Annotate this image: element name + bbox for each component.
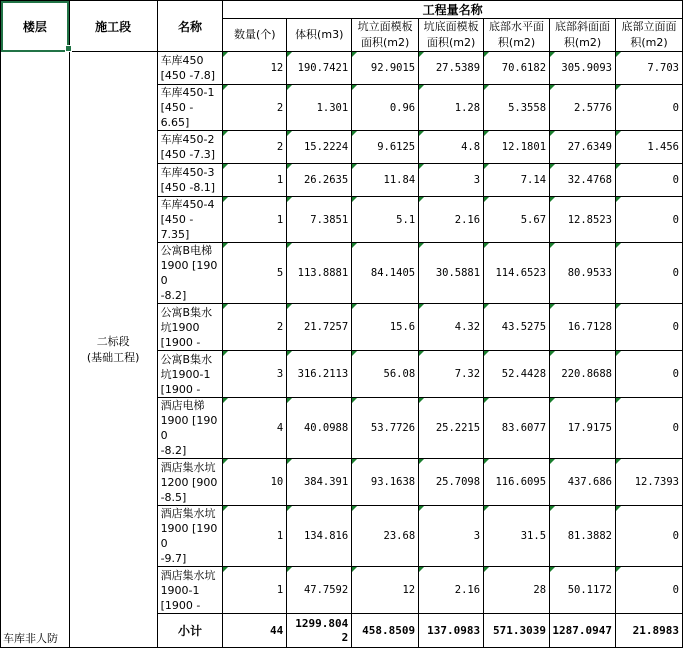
value-text: 1 bbox=[276, 584, 284, 596]
number-as-text-indicator-icon bbox=[223, 164, 228, 169]
value-text: 316.2113 bbox=[297, 368, 349, 380]
number-as-text-indicator-icon bbox=[616, 85, 621, 90]
value-text: 220.8688 bbox=[561, 368, 612, 380]
number-as-text-indicator-icon bbox=[616, 131, 621, 136]
value-text: 0 bbox=[672, 422, 679, 434]
number-as-text-indicator-icon bbox=[484, 164, 489, 169]
value-text: 4.8 bbox=[461, 141, 481, 153]
value-text: 4.32 bbox=[454, 321, 481, 333]
value-cell[interactable] bbox=[419, 506, 484, 567]
value-cell[interactable] bbox=[484, 567, 550, 614]
name-header[interactable]: 名称 bbox=[157, 1, 223, 52]
value-text: 0 bbox=[672, 213, 679, 226]
value-text: 113.8881 bbox=[297, 267, 349, 279]
number-as-text-indicator-icon bbox=[550, 506, 555, 511]
number-as-text-indicator-icon bbox=[484, 85, 489, 90]
value-cell[interactable] bbox=[287, 52, 352, 85]
number-as-text-indicator-icon bbox=[287, 131, 292, 136]
item-name-cell[interactable]: 车库450-4 [450 - 7.35] bbox=[157, 197, 223, 243]
value-text: 0 bbox=[672, 174, 679, 186]
value-cell[interactable] bbox=[484, 398, 550, 459]
number-as-text-indicator-icon bbox=[550, 567, 555, 572]
number-as-text-indicator-icon bbox=[287, 459, 292, 464]
value-text: 31.5 bbox=[520, 530, 547, 542]
value-cell[interactable] bbox=[352, 164, 419, 197]
number-as-text-indicator-icon bbox=[287, 164, 292, 169]
subtotal-label[interactable]: 小计 bbox=[157, 614, 223, 648]
value-text: 32.4768 bbox=[567, 174, 612, 186]
value-cell[interactable] bbox=[484, 304, 550, 351]
value-text: 9.6125 bbox=[377, 141, 416, 153]
value-text: 80.9533 bbox=[567, 267, 612, 279]
number-as-text-indicator-icon bbox=[419, 459, 424, 464]
value-text: 0 bbox=[672, 101, 679, 114]
value-text: 30.5881 bbox=[435, 267, 481, 279]
column-header[interactable]: 底部水平面积(m2) bbox=[484, 19, 550, 52]
fill-handle[interactable] bbox=[65, 45, 72, 52]
value-cell[interactable] bbox=[287, 351, 352, 398]
number-as-text-indicator-icon bbox=[352, 351, 357, 356]
value-text: 1.28 bbox=[454, 101, 481, 114]
value-text: 40.0988 bbox=[303, 422, 349, 434]
value-text: 70.6182 bbox=[501, 62, 547, 74]
value-cell[interactable] bbox=[550, 459, 616, 506]
segment-cell[interactable]: 二标段 (基础工程) bbox=[69, 52, 157, 648]
number-as-text-indicator-icon bbox=[616, 398, 621, 403]
value-text: 1 bbox=[276, 174, 284, 186]
value-cell[interactable] bbox=[352, 243, 419, 304]
value-cell[interactable] bbox=[352, 304, 419, 351]
number-as-text-indicator-icon bbox=[352, 506, 357, 511]
value-text: 7.14 bbox=[520, 174, 547, 186]
value-text: 47.7592 bbox=[303, 584, 349, 596]
number-as-text-indicator-icon bbox=[352, 85, 357, 90]
value-text: 27.6349 bbox=[567, 141, 612, 153]
number-as-text-indicator-icon bbox=[352, 398, 357, 403]
value-cell[interactable] bbox=[419, 85, 484, 131]
number-as-text-indicator-icon bbox=[484, 131, 489, 136]
value-cell[interactable] bbox=[287, 567, 352, 614]
value-text: 81.3882 bbox=[567, 530, 612, 542]
number-as-text-indicator-icon bbox=[352, 131, 357, 136]
subtotal-value-cell[interactable]: 458.8509 bbox=[352, 614, 419, 648]
subtotal-value-cell[interactable]: 137.0983 bbox=[419, 614, 484, 648]
value-text: 27.5389 bbox=[435, 62, 481, 74]
value-text: 7.703 bbox=[647, 62, 679, 74]
number-as-text-indicator-icon bbox=[550, 398, 555, 403]
number-as-text-indicator-icon bbox=[550, 243, 555, 248]
value-cell[interactable] bbox=[550, 567, 616, 614]
number-as-text-indicator-icon bbox=[352, 304, 357, 309]
value-text: 5.67 bbox=[520, 213, 547, 226]
value-cell[interactable] bbox=[615, 164, 682, 197]
number-as-text-indicator-icon bbox=[223, 567, 228, 572]
number-as-text-indicator-icon bbox=[550, 164, 555, 169]
number-as-text-indicator-icon bbox=[287, 52, 292, 57]
value-text: 384.391 bbox=[303, 476, 349, 488]
value-cell[interactable] bbox=[550, 243, 616, 304]
value-text: 2 bbox=[276, 321, 284, 333]
value-text: 0 bbox=[672, 321, 679, 333]
number-as-text-indicator-icon bbox=[419, 85, 424, 90]
value-text: 12.8523 bbox=[567, 213, 612, 226]
value-cell[interactable] bbox=[287, 85, 352, 131]
item-name-cell[interactable]: 酒店电梯 1900 [1900 -8.2] bbox=[157, 398, 223, 459]
value-cell[interactable] bbox=[550, 85, 616, 131]
item-name-cell[interactable]: 酒店集水坑 1200 [900 -8.5] bbox=[157, 459, 223, 506]
value-text: 11.84 bbox=[383, 174, 416, 186]
number-as-text-indicator-icon bbox=[287, 85, 292, 90]
subtotal-value-cell[interactable]: 1287.0947 bbox=[550, 614, 616, 648]
value-text: 0 bbox=[672, 368, 679, 380]
number-as-text-indicator-icon bbox=[223, 197, 228, 202]
value-cell[interactable] bbox=[615, 243, 682, 304]
value-text: 1.456 bbox=[647, 141, 679, 153]
value-cell[interactable] bbox=[223, 459, 287, 506]
value-text: 25.7098 bbox=[435, 476, 481, 488]
number-as-text-indicator-icon bbox=[550, 131, 555, 136]
value-cell[interactable] bbox=[615, 398, 682, 459]
value-cell[interactable] bbox=[352, 506, 419, 567]
subtotal-value-cell[interactable]: 1299.8042 bbox=[287, 614, 352, 648]
floor-header[interactable]: 楼层 bbox=[1, 1, 70, 52]
number-as-text-indicator-icon bbox=[223, 506, 228, 511]
value-text: 28 bbox=[533, 584, 547, 596]
value-cell[interactable] bbox=[287, 398, 352, 459]
table-row bbox=[1, 52, 683, 85]
value-text: 83.6077 bbox=[501, 422, 547, 434]
value-cell[interactable] bbox=[223, 52, 287, 85]
value-cell[interactable] bbox=[287, 243, 352, 304]
value-cell[interactable] bbox=[223, 398, 287, 459]
column-header[interactable]: 底部斜面面积(m2) bbox=[550, 19, 616, 52]
value-cell[interactable] bbox=[223, 85, 287, 131]
item-name-cell[interactable]: 公寓B电梯 1900 [1900 -8.2] bbox=[157, 243, 223, 304]
value-text: 4 bbox=[276, 422, 284, 434]
number-as-text-indicator-icon bbox=[484, 197, 489, 202]
value-cell[interactable] bbox=[484, 164, 550, 197]
value-text: 0 bbox=[672, 267, 679, 279]
value-cell[interactable] bbox=[484, 351, 550, 398]
number-as-text-indicator-icon bbox=[484, 243, 489, 248]
number-as-text-indicator-icon bbox=[352, 459, 357, 464]
number-as-text-indicator-icon bbox=[550, 85, 555, 90]
number-as-text-indicator-icon bbox=[616, 459, 621, 464]
number-as-text-indicator-icon bbox=[223, 398, 228, 403]
number-as-text-indicator-icon bbox=[484, 351, 489, 356]
item-name-cell[interactable]: 公寓B集水 坑1900-1 [1900 - bbox=[157, 351, 223, 398]
subtotal-value-cell[interactable]: 21.8983 bbox=[615, 614, 682, 648]
value-cell[interactable] bbox=[352, 197, 419, 243]
value-cell[interactable] bbox=[352, 398, 419, 459]
value-cell[interactable] bbox=[223, 197, 287, 243]
number-as-text-indicator-icon bbox=[223, 131, 228, 136]
number-as-text-indicator-icon bbox=[352, 567, 357, 572]
number-as-text-indicator-icon bbox=[223, 351, 228, 356]
number-as-text-indicator-icon bbox=[484, 459, 489, 464]
item-name-cell[interactable]: 车库450 [450 -7.8] bbox=[157, 52, 223, 85]
value-cell[interactable] bbox=[352, 567, 419, 614]
number-as-text-indicator-icon bbox=[419, 243, 424, 248]
value-cell[interactable] bbox=[550, 398, 616, 459]
value-text: 12.1801 bbox=[501, 141, 547, 153]
value-cell[interactable] bbox=[352, 52, 419, 85]
number-as-text-indicator-icon bbox=[287, 398, 292, 403]
number-as-text-indicator-icon bbox=[223, 304, 228, 309]
value-text: 2.16 bbox=[454, 213, 481, 226]
value-text: 1.301 bbox=[316, 101, 349, 114]
segment-header[interactable]: 施工段 bbox=[69, 1, 157, 52]
value-cell[interactable] bbox=[223, 351, 287, 398]
value-cell[interactable] bbox=[287, 459, 352, 506]
number-as-text-indicator-icon bbox=[223, 243, 228, 248]
value-cell[interactable] bbox=[352, 459, 419, 506]
number-as-text-indicator-icon bbox=[616, 351, 621, 356]
item-name-cell[interactable]: 车库450-1 [450 - 6.65] bbox=[157, 85, 223, 131]
value-text: 12 bbox=[402, 584, 416, 596]
number-as-text-indicator-icon bbox=[287, 567, 292, 572]
value-cell[interactable] bbox=[484, 243, 550, 304]
floor-cell[interactable]: 车库非人防 bbox=[1, 52, 70, 648]
value-cell[interactable] bbox=[484, 197, 550, 243]
value-cell[interactable] bbox=[550, 351, 616, 398]
value-text: 190.7421 bbox=[297, 62, 349, 74]
value-cell[interactable] bbox=[223, 506, 287, 567]
value-text: 3 bbox=[473, 530, 481, 542]
number-as-text-indicator-icon bbox=[287, 351, 292, 356]
value-cell[interactable] bbox=[615, 567, 682, 614]
value-text: 116.6095 bbox=[495, 476, 547, 488]
item-name-cell[interactable]: 酒店集水坑 1900-1 [1900 - bbox=[157, 567, 223, 614]
value-text: 93.1638 bbox=[370, 476, 416, 488]
number-as-text-indicator-icon bbox=[616, 243, 621, 248]
number-as-text-indicator-icon bbox=[419, 398, 424, 403]
number-as-text-indicator-icon bbox=[616, 304, 621, 309]
value-text: 0.96 bbox=[389, 101, 416, 114]
value-cell[interactable] bbox=[484, 506, 550, 567]
value-text: 15.2224 bbox=[303, 141, 349, 153]
column-header[interactable]: 坑立面模板面积(m2) bbox=[352, 19, 419, 52]
value-text: 92.9015 bbox=[370, 62, 416, 74]
value-text: 0 bbox=[672, 584, 679, 596]
value-text: 1 bbox=[276, 530, 284, 542]
value-cell[interactable] bbox=[287, 197, 352, 243]
value-text: 0 bbox=[672, 530, 679, 542]
value-text: 10 bbox=[270, 476, 284, 488]
value-cell[interactable] bbox=[550, 304, 616, 351]
value-cell[interactable] bbox=[484, 131, 550, 164]
value-cell[interactable] bbox=[550, 131, 616, 164]
value-text: 56.08 bbox=[383, 368, 416, 380]
value-text: 305.9093 bbox=[561, 62, 612, 74]
value-cell[interactable] bbox=[419, 52, 484, 85]
value-cell[interactable] bbox=[223, 131, 287, 164]
number-as-text-indicator-icon bbox=[419, 164, 424, 169]
subtotal-value-cell[interactable]: 571.3039 bbox=[484, 614, 550, 648]
value-cell[interactable] bbox=[615, 85, 682, 131]
number-as-text-indicator-icon bbox=[352, 52, 357, 57]
value-text: 12.7393 bbox=[634, 476, 679, 488]
quantity-group-header[interactable]: 工程量名称 bbox=[223, 1, 683, 19]
number-as-text-indicator-icon bbox=[616, 197, 621, 202]
number-as-text-indicator-icon bbox=[550, 197, 555, 202]
value-cell[interactable] bbox=[352, 351, 419, 398]
number-as-text-indicator-icon bbox=[484, 506, 489, 511]
number-as-text-indicator-icon bbox=[419, 351, 424, 356]
value-text: 5.1 bbox=[396, 213, 416, 226]
value-cell[interactable] bbox=[615, 131, 682, 164]
value-cell[interactable] bbox=[223, 304, 287, 351]
number-as-text-indicator-icon bbox=[352, 243, 357, 248]
value-cell[interactable] bbox=[484, 52, 550, 85]
value-cell[interactable] bbox=[352, 85, 419, 131]
value-text: 7.32 bbox=[454, 368, 481, 380]
number-as-text-indicator-icon bbox=[419, 131, 424, 136]
value-cell[interactable] bbox=[484, 459, 550, 506]
value-text: 16.7128 bbox=[567, 321, 612, 333]
value-text: 84.1405 bbox=[370, 267, 416, 279]
value-cell[interactable] bbox=[287, 131, 352, 164]
value-cell[interactable] bbox=[615, 52, 682, 85]
value-text: 7.3851 bbox=[310, 213, 349, 226]
value-cell[interactable] bbox=[550, 506, 616, 567]
value-text: 50.1172 bbox=[567, 584, 612, 596]
number-as-text-indicator-icon bbox=[616, 567, 621, 572]
number-as-text-indicator-icon bbox=[223, 459, 228, 464]
item-name-cell[interactable]: 车库450-2 [450 -7.3] bbox=[157, 131, 223, 164]
value-cell[interactable] bbox=[419, 459, 484, 506]
item-name-cell[interactable]: 酒店集水坑 1900 [1900 -9.7] bbox=[157, 506, 223, 567]
number-as-text-indicator-icon bbox=[550, 351, 555, 356]
number-as-text-indicator-icon bbox=[616, 164, 621, 169]
value-cell[interactable] bbox=[419, 164, 484, 197]
number-as-text-indicator-icon bbox=[419, 506, 424, 511]
column-header[interactable]: 数量(个) bbox=[223, 19, 287, 52]
value-cell[interactable] bbox=[287, 506, 352, 567]
number-as-text-indicator-icon bbox=[550, 304, 555, 309]
value-cell[interactable] bbox=[615, 506, 682, 567]
number-as-text-indicator-icon bbox=[352, 164, 357, 169]
value-text: 23.68 bbox=[383, 530, 416, 542]
value-text: 5.3558 bbox=[508, 101, 547, 114]
value-cell[interactable] bbox=[419, 197, 484, 243]
number-as-text-indicator-icon bbox=[616, 52, 621, 57]
value-text: 12 bbox=[270, 62, 284, 74]
value-text: 5 bbox=[276, 267, 284, 279]
value-cell[interactable] bbox=[550, 197, 616, 243]
item-name-cell[interactable]: 公寓B集水 坑1900 [1900 - bbox=[157, 304, 223, 351]
number-as-text-indicator-icon bbox=[223, 85, 228, 90]
value-text: 2 bbox=[276, 141, 284, 153]
value-cell[interactable] bbox=[615, 459, 682, 506]
number-as-text-indicator-icon bbox=[419, 304, 424, 309]
value-text: 437.686 bbox=[567, 476, 612, 488]
value-text: 2.5776 bbox=[574, 101, 612, 114]
value-cell[interactable] bbox=[352, 131, 419, 164]
value-cell[interactable] bbox=[419, 398, 484, 459]
value-text: 3 bbox=[473, 174, 481, 186]
value-text: 15.6 bbox=[389, 321, 416, 333]
number-as-text-indicator-icon bbox=[550, 52, 555, 57]
number-as-text-indicator-icon bbox=[287, 243, 292, 248]
number-as-text-indicator-icon bbox=[419, 197, 424, 202]
value-cell[interactable] bbox=[419, 567, 484, 614]
value-cell[interactable] bbox=[419, 304, 484, 351]
value-cell[interactable] bbox=[615, 304, 682, 351]
value-text: 3 bbox=[276, 368, 284, 380]
value-cell[interactable] bbox=[615, 197, 682, 243]
value-text: 21.7257 bbox=[303, 321, 349, 333]
value-text: 2.16 bbox=[454, 584, 481, 596]
value-text: 25.2215 bbox=[435, 422, 481, 434]
value-cell[interactable] bbox=[484, 85, 550, 131]
value-cell[interactable] bbox=[287, 304, 352, 351]
value-text: 26.2635 bbox=[303, 174, 349, 186]
number-as-text-indicator-icon bbox=[352, 197, 357, 202]
number-as-text-indicator-icon bbox=[223, 52, 228, 57]
number-as-text-indicator-icon bbox=[484, 567, 489, 572]
value-cell[interactable] bbox=[287, 164, 352, 197]
number-as-text-indicator-icon bbox=[484, 52, 489, 57]
number-as-text-indicator-icon bbox=[419, 567, 424, 572]
value-cell[interactable] bbox=[615, 351, 682, 398]
value-cell[interactable] bbox=[223, 567, 287, 614]
value-cell[interactable] bbox=[223, 164, 287, 197]
number-as-text-indicator-icon bbox=[550, 459, 555, 464]
number-as-text-indicator-icon bbox=[616, 506, 621, 511]
value-text: 114.6523 bbox=[495, 267, 547, 279]
number-as-text-indicator-icon bbox=[484, 304, 489, 309]
value-cell[interactable] bbox=[223, 243, 287, 304]
value-cell[interactable] bbox=[419, 243, 484, 304]
item-name-cell[interactable]: 车库450-3 [450 -8.1] bbox=[157, 164, 223, 197]
value-text: 134.816 bbox=[303, 530, 349, 542]
value-text: 1 bbox=[276, 213, 284, 226]
number-as-text-indicator-icon bbox=[419, 52, 424, 57]
value-text: 53.7726 bbox=[370, 422, 416, 434]
value-cell[interactable] bbox=[419, 351, 484, 398]
column-header[interactable]: 底部立面面积(m2) bbox=[615, 19, 682, 52]
value-cell[interactable] bbox=[419, 131, 484, 164]
value-text: 43.5275 bbox=[501, 321, 547, 333]
number-as-text-indicator-icon bbox=[484, 398, 489, 403]
number-as-text-indicator-icon bbox=[287, 197, 292, 202]
value-text: 52.4428 bbox=[501, 368, 547, 380]
column-header[interactable]: 体积(m3) bbox=[287, 19, 352, 52]
value-cell[interactable] bbox=[550, 52, 616, 85]
value-text: 17.9175 bbox=[567, 422, 612, 434]
number-as-text-indicator-icon bbox=[287, 304, 292, 309]
subtotal-value-cell[interactable]: 44 bbox=[223, 614, 287, 648]
value-cell[interactable] bbox=[550, 164, 616, 197]
column-header[interactable]: 坑底面模板面积(m2) bbox=[419, 19, 484, 52]
number-as-text-indicator-icon bbox=[287, 506, 292, 511]
value-text: 2 bbox=[276, 101, 284, 114]
